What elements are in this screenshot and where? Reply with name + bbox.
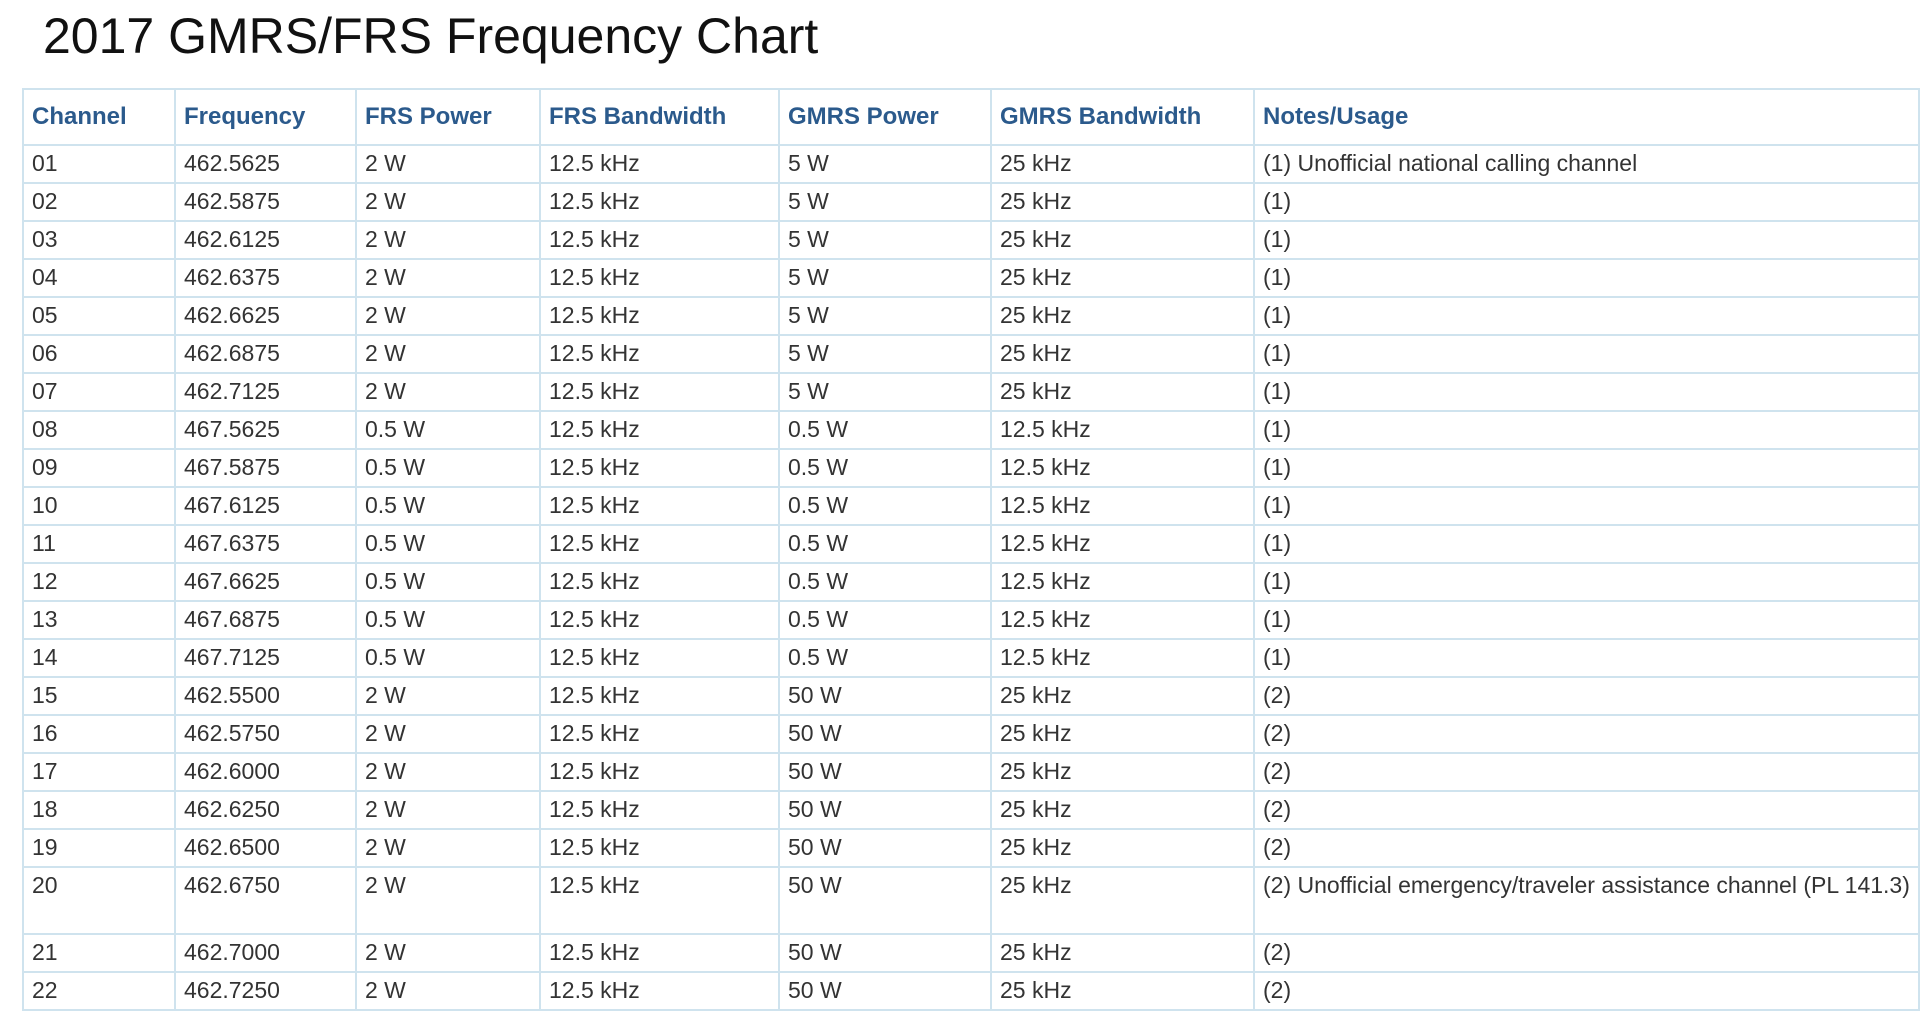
table-row <box>23 487 1919 525</box>
table-row <box>23 829 1919 867</box>
table-row <box>23 791 1919 829</box>
table-row <box>23 563 1919 601</box>
cell-frs-bandwidth: 12.5 kHz <box>540 487 779 525</box>
cell-gmrs-bandwidth: 25 kHz <box>991 297 1254 335</box>
table-row <box>23 715 1919 753</box>
cell-gmrs-power: 50 W <box>779 715 991 753</box>
cell-channel: 10 <box>23 487 175 525</box>
cell-notes: (1) <box>1254 297 1919 335</box>
cell-notes: (2) <box>1254 677 1919 715</box>
cell-frs-bandwidth: 12.5 kHz <box>540 411 779 449</box>
table-row <box>23 753 1919 791</box>
cell-channel: 12 <box>23 563 175 601</box>
cell-notes: (1) <box>1254 373 1919 411</box>
cell-gmrs-power: 5 W <box>779 335 991 373</box>
cell-frequency: 467.6625 <box>175 563 356 601</box>
cell-notes: (1) <box>1254 639 1919 677</box>
column-header-frequency: Frequency <box>175 89 356 145</box>
cell-channel: 02 <box>23 183 175 221</box>
cell-frequency: 462.5875 <box>175 183 356 221</box>
cell-frs-bandwidth: 12.5 kHz <box>540 449 779 487</box>
cell-gmrs-power: 50 W <box>779 867 991 934</box>
cell-gmrs-power: 5 W <box>779 297 991 335</box>
cell-notes: (1) <box>1254 449 1919 487</box>
cell-gmrs-power: 5 W <box>779 259 991 297</box>
cell-frs-power: 2 W <box>356 145 540 183</box>
table-row <box>23 972 1919 1010</box>
cell-frs-bandwidth: 12.5 kHz <box>540 677 779 715</box>
cell-channel: 19 <box>23 829 175 867</box>
cell-gmrs-power: 5 W <box>779 373 991 411</box>
cell-gmrs-power: 50 W <box>779 753 991 791</box>
cell-gmrs-power: 0.5 W <box>779 525 991 563</box>
cell-notes: (1) <box>1254 335 1919 373</box>
cell-gmrs-bandwidth: 25 kHz <box>991 753 1254 791</box>
cell-frs-power: 0.5 W <box>356 411 540 449</box>
cell-frs-power: 2 W <box>356 677 540 715</box>
cell-frs-power: 0.5 W <box>356 601 540 639</box>
cell-frs-bandwidth: 12.5 kHz <box>540 259 779 297</box>
cell-channel: 16 <box>23 715 175 753</box>
cell-notes: (2) <box>1254 791 1919 829</box>
cell-notes: (1) <box>1254 411 1919 449</box>
table-row <box>23 449 1919 487</box>
table-row <box>23 335 1919 373</box>
cell-frs-bandwidth: 12.5 kHz <box>540 972 779 1010</box>
cell-frequency: 467.5875 <box>175 449 356 487</box>
cell-notes: (1) <box>1254 259 1919 297</box>
cell-channel: 17 <box>23 753 175 791</box>
cell-channel: 06 <box>23 335 175 373</box>
cell-frs-bandwidth: 12.5 kHz <box>540 563 779 601</box>
cell-frs-bandwidth: 12.5 kHz <box>540 639 779 677</box>
cell-frequency: 462.6375 <box>175 259 356 297</box>
cell-gmrs-power: 5 W <box>779 145 991 183</box>
cell-gmrs-power: 0.5 W <box>779 487 991 525</box>
table-row <box>23 677 1919 715</box>
cell-gmrs-bandwidth: 25 kHz <box>991 221 1254 259</box>
cell-notes: (1) Unofficial national calling channel <box>1254 145 1919 183</box>
table-row <box>23 145 1919 183</box>
cell-channel: 22 <box>23 972 175 1010</box>
cell-gmrs-bandwidth: 25 kHz <box>991 934 1254 972</box>
cell-gmrs-power: 50 W <box>779 791 991 829</box>
cell-frequency: 462.5625 <box>175 145 356 183</box>
cell-frs-bandwidth: 12.5 kHz <box>540 373 779 411</box>
cell-frs-bandwidth: 12.5 kHz <box>540 145 779 183</box>
cell-channel: 15 <box>23 677 175 715</box>
cell-frequency: 462.5750 <box>175 715 356 753</box>
cell-frequency: 467.6375 <box>175 525 356 563</box>
column-header-frs-bandwidth: FRS Bandwidth <box>540 89 779 145</box>
cell-frequency: 467.6125 <box>175 487 356 525</box>
cell-channel: 14 <box>23 639 175 677</box>
cell-frs-power: 2 W <box>356 972 540 1010</box>
cell-gmrs-power: 0.5 W <box>779 449 991 487</box>
cell-notes: (2) <box>1254 715 1919 753</box>
cell-frequency: 462.6125 <box>175 221 356 259</box>
cell-notes: (2) <box>1254 972 1919 1010</box>
cell-frequency: 462.7125 <box>175 373 356 411</box>
cell-gmrs-power: 50 W <box>779 829 991 867</box>
cell-frs-power: 0.5 W <box>356 563 540 601</box>
cell-frs-power: 2 W <box>356 335 540 373</box>
cell-notes: (1) <box>1254 487 1919 525</box>
cell-gmrs-power: 50 W <box>779 934 991 972</box>
cell-channel: 18 <box>23 791 175 829</box>
cell-frs-power: 0.5 W <box>356 639 540 677</box>
column-header-channel: Channel <box>23 89 175 145</box>
cell-gmrs-bandwidth: 12.5 kHz <box>991 487 1254 525</box>
cell-channel: 08 <box>23 411 175 449</box>
cell-gmrs-bandwidth: 12.5 kHz <box>991 449 1254 487</box>
cell-frs-power: 2 W <box>356 791 540 829</box>
cell-gmrs-bandwidth: 12.5 kHz <box>991 411 1254 449</box>
column-header-notes: Notes/Usage <box>1254 89 1919 145</box>
cell-frs-bandwidth: 12.5 kHz <box>540 829 779 867</box>
cell-frs-power: 2 W <box>356 715 540 753</box>
cell-frs-power: 2 W <box>356 221 540 259</box>
cell-gmrs-power: 0.5 W <box>779 639 991 677</box>
cell-channel: 03 <box>23 221 175 259</box>
cell-frs-bandwidth: 12.5 kHz <box>540 601 779 639</box>
table-row <box>23 639 1919 677</box>
page-title: 2017 GMRS/FRS Frequency Chart <box>43 8 819 64</box>
column-header-gmrs-power: GMRS Power <box>779 89 991 145</box>
table-row <box>23 373 1919 411</box>
cell-frs-bandwidth: 12.5 kHz <box>540 335 779 373</box>
cell-gmrs-bandwidth: 25 kHz <box>991 867 1254 934</box>
cell-frequency: 462.6000 <box>175 753 356 791</box>
cell-frequency: 467.7125 <box>175 639 356 677</box>
cell-gmrs-bandwidth: 25 kHz <box>991 183 1254 221</box>
cell-frequency: 467.6875 <box>175 601 356 639</box>
cell-gmrs-bandwidth: 25 kHz <box>991 335 1254 373</box>
cell-notes: (1) <box>1254 221 1919 259</box>
cell-channel: 11 <box>23 525 175 563</box>
cell-frequency: 462.6875 <box>175 335 356 373</box>
table-header <box>23 89 1919 145</box>
cell-notes: (1) <box>1254 601 1919 639</box>
cell-frs-power: 2 W <box>356 297 540 335</box>
cell-channel: 09 <box>23 449 175 487</box>
cell-gmrs-bandwidth: 25 kHz <box>991 259 1254 297</box>
cell-gmrs-bandwidth: 25 kHz <box>991 373 1254 411</box>
cell-frs-bandwidth: 12.5 kHz <box>540 753 779 791</box>
cell-frs-power: 2 W <box>356 753 540 791</box>
column-header-gmrs-bandwidth: GMRS Bandwidth <box>991 89 1254 145</box>
cell-frequency: 462.6625 <box>175 297 356 335</box>
cell-frs-bandwidth: 12.5 kHz <box>540 221 779 259</box>
cell-frequency: 462.7250 <box>175 972 356 1010</box>
cell-gmrs-power: 0.5 W <box>779 601 991 639</box>
cell-frequency: 462.6250 <box>175 791 356 829</box>
cell-frequency: 467.5625 <box>175 411 356 449</box>
cell-frs-bandwidth: 12.5 kHz <box>540 183 779 221</box>
table-row <box>23 259 1919 297</box>
cell-frs-power: 0.5 W <box>356 487 540 525</box>
cell-gmrs-bandwidth: 25 kHz <box>991 972 1254 1010</box>
cell-frs-power: 2 W <box>356 259 540 297</box>
frequency-table <box>22 88 1920 1011</box>
cell-gmrs-bandwidth: 25 kHz <box>991 829 1254 867</box>
cell-channel: 13 <box>23 601 175 639</box>
cell-frs-bandwidth: 12.5 kHz <box>540 934 779 972</box>
cell-channel: 05 <box>23 297 175 335</box>
cell-channel: 07 <box>23 373 175 411</box>
cell-frequency: 462.7000 <box>175 934 356 972</box>
cell-frs-bandwidth: 12.5 kHz <box>540 715 779 753</box>
cell-gmrs-bandwidth: 12.5 kHz <box>991 525 1254 563</box>
table-row <box>23 183 1919 221</box>
column-header-frs-power: FRS Power <box>356 89 540 145</box>
cell-frs-power: 2 W <box>356 373 540 411</box>
cell-notes: (1) <box>1254 183 1919 221</box>
cell-gmrs-power: 0.5 W <box>779 411 991 449</box>
cell-gmrs-power: 50 W <box>779 677 991 715</box>
cell-channel: 21 <box>23 934 175 972</box>
cell-notes: (1) <box>1254 525 1919 563</box>
table-row <box>23 221 1919 259</box>
cell-gmrs-bandwidth: 25 kHz <box>991 791 1254 829</box>
cell-frs-bandwidth: 12.5 kHz <box>540 525 779 563</box>
table-row <box>23 411 1919 449</box>
cell-gmrs-power: 5 W <box>779 183 991 221</box>
cell-frs-power: 2 W <box>356 867 540 934</box>
header-row <box>23 89 1919 145</box>
cell-gmrs-power: 5 W <box>779 221 991 259</box>
cell-gmrs-bandwidth: 12.5 kHz <box>991 563 1254 601</box>
cell-frs-power: 2 W <box>356 829 540 867</box>
cell-gmrs-power: 50 W <box>779 972 991 1010</box>
cell-gmrs-bandwidth: 12.5 kHz <box>991 639 1254 677</box>
cell-channel: 20 <box>23 867 175 934</box>
table-row <box>23 601 1919 639</box>
table-body <box>23 145 1919 1010</box>
table-row <box>23 525 1919 563</box>
cell-frequency: 462.6750 <box>175 867 356 934</box>
cell-notes: (2) <box>1254 829 1919 867</box>
cell-frs-power: 0.5 W <box>356 449 540 487</box>
cell-frs-power: 2 W <box>356 183 540 221</box>
cell-gmrs-bandwidth: 12.5 kHz <box>991 601 1254 639</box>
cell-gmrs-bandwidth: 25 kHz <box>991 715 1254 753</box>
cell-frequency: 462.6500 <box>175 829 356 867</box>
cell-notes: (2) <box>1254 934 1919 972</box>
cell-frs-power: 0.5 W <box>356 525 540 563</box>
cell-gmrs-power: 0.5 W <box>779 563 991 601</box>
cell-frs-bandwidth: 12.5 kHz <box>540 867 779 934</box>
table-row <box>23 867 1919 934</box>
cell-channel: 01 <box>23 145 175 183</box>
cell-frequency: 462.5500 <box>175 677 356 715</box>
cell-channel: 04 <box>23 259 175 297</box>
cell-notes: (1) <box>1254 563 1919 601</box>
cell-frs-bandwidth: 12.5 kHz <box>540 297 779 335</box>
cell-frs-bandwidth: 12.5 kHz <box>540 791 779 829</box>
table-row <box>23 297 1919 335</box>
cell-notes: (2) <box>1254 753 1919 791</box>
cell-frs-power: 2 W <box>356 934 540 972</box>
table-row <box>23 934 1919 972</box>
cell-notes: (2) Unofficial emergency/traveler assistance channel (PL 141.3) <box>1254 867 1919 934</box>
cell-gmrs-bandwidth: 25 kHz <box>991 677 1254 715</box>
cell-gmrs-bandwidth: 25 kHz <box>991 145 1254 183</box>
